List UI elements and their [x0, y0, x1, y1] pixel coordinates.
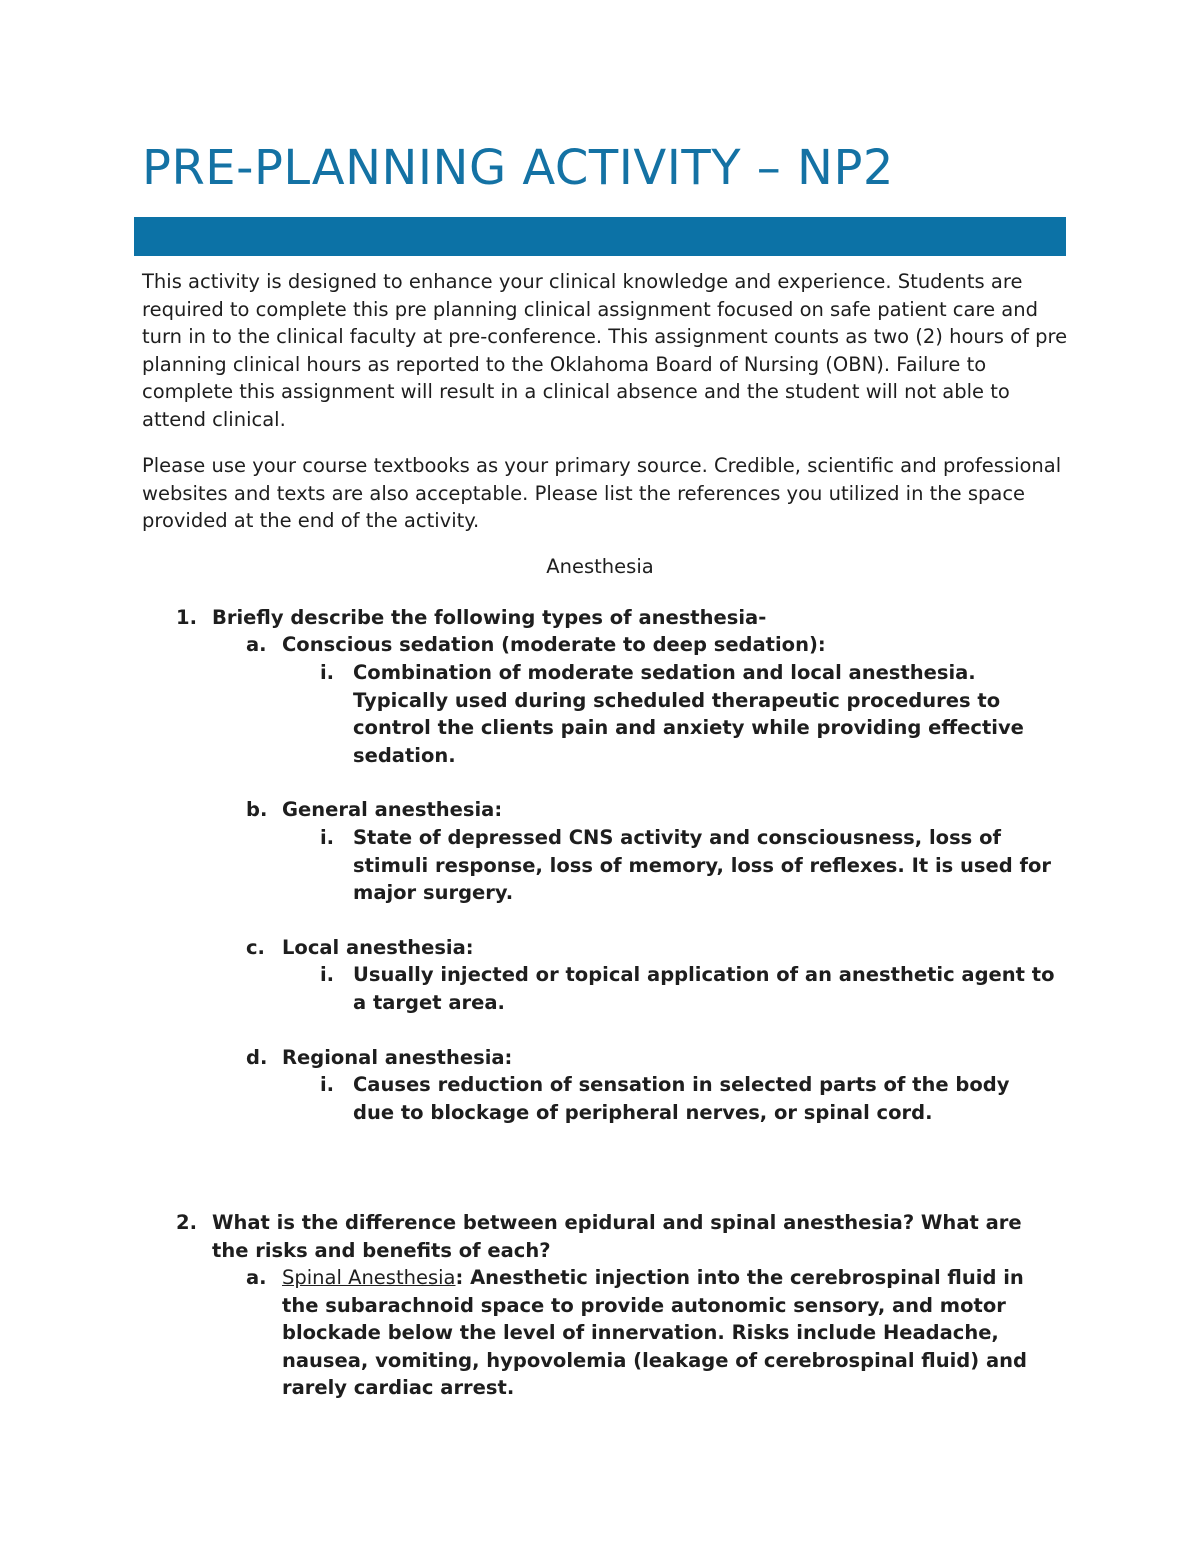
- question-number: 1.: [176, 606, 197, 629]
- question-number: 2.: [176, 1211, 197, 1234]
- item-letter: c.: [246, 936, 265, 959]
- item-letter: a.: [246, 633, 267, 656]
- item-answer: Causes reduction of sensation in selected parts of the body due to blockage of peripheral nerves, or spinal cord.: [353, 1073, 1010, 1124]
- item-answer: Combination of moderate sedation and local anesthesia. Typically used during scheduled therapeutic procedures to control the clients pain and anxiety while providing effective sedation.: [353, 661, 1024, 767]
- section-heading: Anesthesia: [546, 555, 654, 578]
- item-label: Regional anesthesia:: [282, 1046, 513, 1069]
- item-label: Local anesthesia:: [282, 936, 474, 959]
- item-letter: a.: [246, 1266, 267, 1289]
- item-answer: : Anesthetic injection into the cerebrospinal fluid in the subarachnoid space to provide autonomic sensory, and motor blockade below the level of innervation. Risks include Headache, nausea, vomiting, hypovolemia (leakage of cerebrospinal fluid) and rarely cardiac arrest.: [282, 1266, 1027, 1400]
- instructions-paragraph: Please use your course textbooks as your primary source. Credible, scientific and professional websites and texts are also acceptable. Please list the references you utilized in the space provided at the end of the activity.: [142, 454, 1062, 533]
- item-term: Spinal Anesthesia: [282, 1266, 456, 1289]
- page-title: PRE-PLANNING ACTIVITY – NP2: [142, 140, 894, 196]
- item-label: Conscious sedation (moderate to deep sedation):: [282, 633, 826, 656]
- item-letter: b.: [246, 798, 268, 821]
- item-roman: i.: [320, 963, 335, 986]
- intro-paragraph: This activity is designed to enhance your clinical knowledge and experience. Students are required to complete this pre planning clinical assignment focused on safe patient care and turn in to the clinical faculty at pre-conference. This assignment counts as two (2) hours of pre planning clinical hours as reported to the Oklahoma Board of Nursing (OBN). Failure to complete this assignment will result in a clinical absence and the student will not able to attend clinical.: [142, 270, 1068, 431]
- item-roman: i.: [320, 1073, 335, 1096]
- title-divider-bar: [134, 217, 1066, 256]
- item-roman: i.: [320, 661, 335, 684]
- item-answer-block: [282, 1264, 1052, 1402]
- item-label: General anesthesia:: [282, 798, 503, 821]
- item-answer: State of depressed CNS activity and consciousness, loss of stimuli response, loss of memory, loss of reflexes. It is used for major surgery.: [353, 826, 1051, 905]
- item-letter: d.: [246, 1046, 268, 1069]
- question-text: Briefly describe the following types of anesthesia-: [212, 606, 767, 629]
- item-answer: Usually injected or topical application of an anesthetic agent to a target area.: [353, 963, 1055, 1014]
- item-roman: i.: [320, 826, 335, 849]
- question-text: What is the difference between epidural and spinal anesthesia? What are the risks and benefits of each?: [212, 1211, 1022, 1262]
